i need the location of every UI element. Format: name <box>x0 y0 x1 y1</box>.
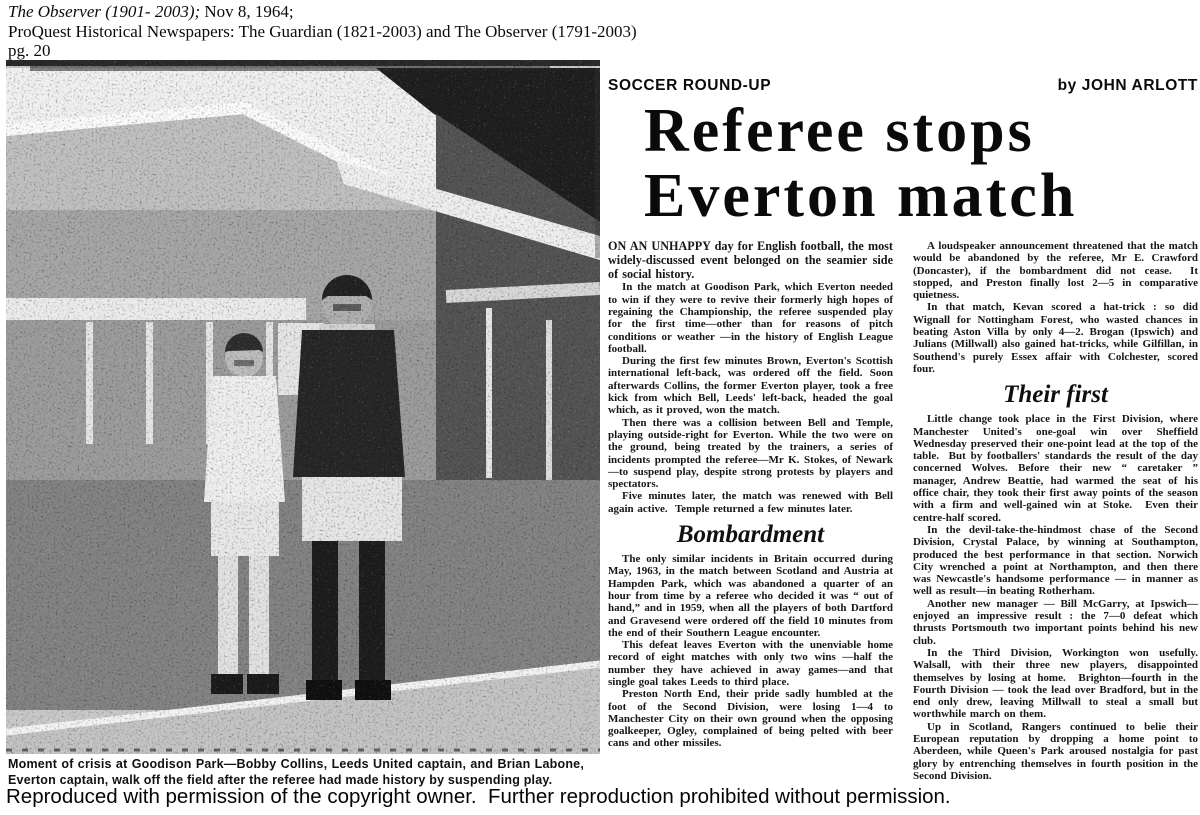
article-paragraph: This defeat leaves Everton with the unenviable home record of eight matches with only two wins —half the number they have achieved in away games—and that single goal takes Leeds to third place. <box>608 639 893 688</box>
article-paragraph: Up in Scotland, Rangers continued to belie their European reputation by dropping a home point to Aberdeen, while Queen's Park aroused nostalgia for past glory by entrenching themselves in fourth position in the Second Division. <box>913 720 1198 782</box>
subhead-their-first: Their first <box>1003 381 1108 409</box>
lead-paragraph: ON AN UNHAPPY day for English football, the most widely-discussed event belonged on the seamier side of social history. <box>608 239 893 281</box>
article-paragraph: In the match at Goodison Park, which Everton needed to win if they were to revive their formerly high hopes of regaining the Championship, the referee suspended play for the first time—other than for reasons of pitch conditions or weather —in the history of English League football. <box>608 281 893 355</box>
photo-caption: Moment of crisis at Goodison Park—Bobby Collins, Leeds United captain, and Brian Labone, Everton captain, walk off the field after the referee had made history by suspending play. <box>8 757 584 787</box>
subhead-bombardment: Bombardment <box>676 521 825 549</box>
article-column-left <box>608 240 893 782</box>
citation-header <box>8 2 637 61</box>
publication-date: Nov 8, 1964; <box>200 2 294 21</box>
article-byline: by JOHN ARLOTT <box>1057 77 1198 94</box>
article-headline <box>644 99 1198 229</box>
match-photo <box>6 60 600 754</box>
article <box>608 77 1198 782</box>
article-paragraph: Little change took place in the First Division, where Manchester United's one-goal win over Sheffield Wednesday preserved their one-point lead at the top of the table. But by footballers' standards the result of the day concerned Wolves. Before their new “ caretaker ” manager, Andrew Beattie, had warmed the seat of his office chair, they took their first away points of the season with a firm and well-gained win at Stoke. Even their centre-half scored. <box>913 413 1198 524</box>
article-paragraph: Five minutes later, the match was renewed with Bell again active. Temple returned a few minutes later. <box>608 490 893 515</box>
article-paragraph: In that match, Kevan scored a hat-trick : so did Wignall for Nottingham Forest, who wasted chances in beating Aston Villa by only 4—2. Brogan (Ipswich) and Julians (Millwall) also gained hat-tricks, while Gilfillan, in Southend's purely Essex affair with Colchester, scored four. <box>913 301 1198 375</box>
headline-line-2: Everton match <box>644 162 1078 230</box>
citation-line-1 <box>8 2 637 22</box>
copyright-permission-line: Reproduced with permission of the copyright owner. Further reproduction prohibited without permission. <box>6 785 951 808</box>
article-paragraph: Then there was a collision between Bell and Temple, playing outside-right for Everton. While the two were on the ground, being treated by the trainers, a series of incidents prompted the referee—Mr K. Stokes, of Newark—to suspend play, despite strong protests by players and spectators. <box>608 416 893 491</box>
citation-line-2: ProQuest Historical Newspapers: The Guardian (1821-2003) and The Observer (1791-2003) <box>8 21 637 41</box>
match-photo-illustration <box>6 60 600 754</box>
citation-page-number: pg. 20 <box>8 41 51 60</box>
article-paragraph: During the first few minutes Brown, Everton's Scottish international left-back, was ordered off the field. Soon afterwards Collins, the former Everton player, took a free kick from which Bell, Leeds' left-back, headed the goal which, as it proved, won the match. <box>608 355 893 417</box>
publication-title: The Observer (1901- 2003); <box>8 2 201 21</box>
article-paragraph: Preston North End, their pride sadly humbled at the foot of the Second Division, were losing 1—4 to Manchester City on their own ground when the opposing goalkeeper, Ogley, complained of being pelted with beer cans and other missiles. <box>608 688 893 750</box>
article-columns <box>608 240 1198 782</box>
article-paragraph: In the devil-take-the-hindmost chase of the Second Division, Crystal Palace, by winning at Southampton, produced the best performance in that section. Norwich City wrenched a point at Northampton, and then there was Newcastle's handsome performance — in manner as well as result—in beating Rotherham. <box>913 523 1198 598</box>
article-paragraph: Another new manager — Bill McGarry, at Ipswich—enjoyed an impressive result : the 7—0 defeat which thrusts Portsmouth two important points behind his new club. <box>913 597 1198 647</box>
article-header-row <box>608 77 1198 95</box>
article-paragraph: A loudspeaker announcement threatened that the match would be abandoned by the referee, Mr E. Crawford (Doncaster), if the bombardment did not cease. It stopped, and Preston finally lost 2—5 in comparative quietness. <box>913 240 1198 302</box>
article-kicker: SOCCER ROUND-UP <box>608 77 772 94</box>
article-paragraph: In the Third Division, Workington won usefully. Walsall, with their three new players, disappointed themselves by losing at home. Brighton—fourth in the Fourth Division — took the lead over Bradford, but in the end only drew, leaving Millwall to steal a small but worthwhile march on them. <box>913 646 1198 721</box>
article-column-right <box>913 240 1198 782</box>
article-paragraph: The only similar incidents in Britain occurred during May, 1963, in the match between Scotland and Austria at Hampden Park, which was abandoned a quarter of an hour from time by a referee who decided it was “ out of hand,” and in 1959, when all the players of both Dartford and Gravesend were ordered off the field 10 minutes from the end of their Southern League encounter. <box>608 553 893 639</box>
headline-line-1: Referee stops <box>644 97 1035 165</box>
